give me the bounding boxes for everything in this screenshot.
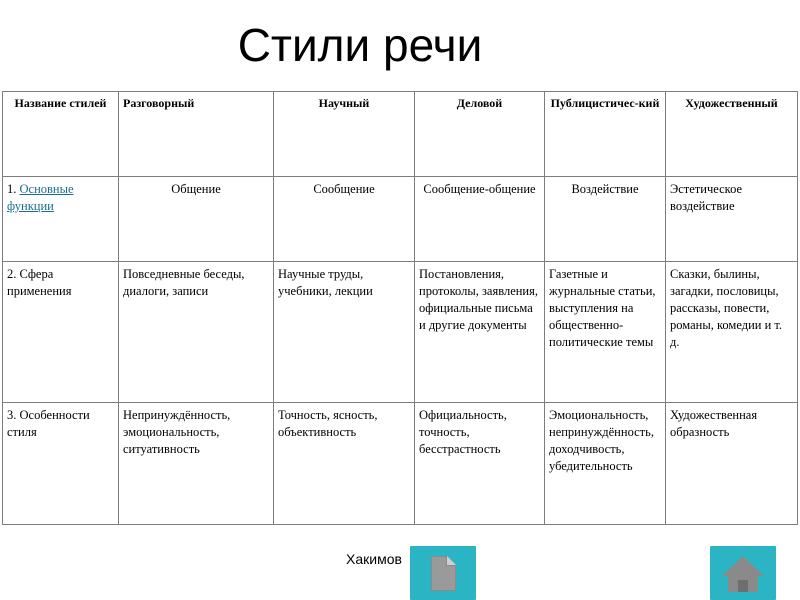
functions-link[interactable]: Основные функции <box>7 182 74 214</box>
home-icon <box>710 546 776 600</box>
table-cell: Точность, ясность, объективность <box>274 402 415 524</box>
header-cell: Публицистичес-кий <box>545 92 666 177</box>
table-cell: Эмоциональность, непринуждённость, доходчивость, убедительность <box>545 402 666 524</box>
table-cell: Общение <box>119 177 274 262</box>
table-cell: Художественная образность <box>666 402 798 524</box>
footer-author: Хакимов <box>346 551 402 567</box>
row-label: 3. Особенности стиля <box>3 402 119 524</box>
table-cell: Сказки, былины, загадки, пословицы, рассказы, повести, романы, комедии и т. д. <box>666 262 798 402</box>
home-button[interactable] <box>710 546 776 600</box>
table-cell: Сообщение <box>274 177 415 262</box>
table-cell: Сообщение-общение <box>415 177 545 262</box>
row-label <box>3 177 119 262</box>
header-cell: Научный <box>274 92 415 177</box>
document-button[interactable] <box>410 546 476 600</box>
table-cell: Научные труды, учебники, лекции <box>274 262 415 402</box>
table-cell: Непринуждённость, эмоциональность, ситуативность <box>119 402 274 524</box>
table-cell: Повседневные беседы, диалоги, записи <box>119 262 274 402</box>
table-cell: Воздействие <box>545 177 666 262</box>
table-cell: Постановления, протоколы, заявления, официальные письма и другие документы <box>415 262 545 402</box>
table-cell: Официальность, точность, бесстрастность <box>415 402 545 524</box>
row-label-prefix: 1. <box>7 182 20 197</box>
speech-styles-table <box>2 91 798 525</box>
page-title: Стили речи <box>237 19 483 71</box>
table-cell: Газетные и журнальные статьи, выступления на общественно-политические темы <box>545 262 666 402</box>
table-row <box>3 177 798 262</box>
header-cell: Деловой <box>415 92 545 177</box>
table-row <box>3 402 798 524</box>
row-label: 2. Сфера применения <box>3 262 119 402</box>
document-icon <box>410 546 476 600</box>
table-cell: Эстетическое воздействие <box>666 177 798 262</box>
header-cell: Название стилей <box>3 92 119 177</box>
table-row <box>3 262 798 402</box>
table-header-row <box>3 92 798 177</box>
header-cell: Разговорный <box>119 92 274 177</box>
header-cell: Художественный <box>666 92 798 177</box>
